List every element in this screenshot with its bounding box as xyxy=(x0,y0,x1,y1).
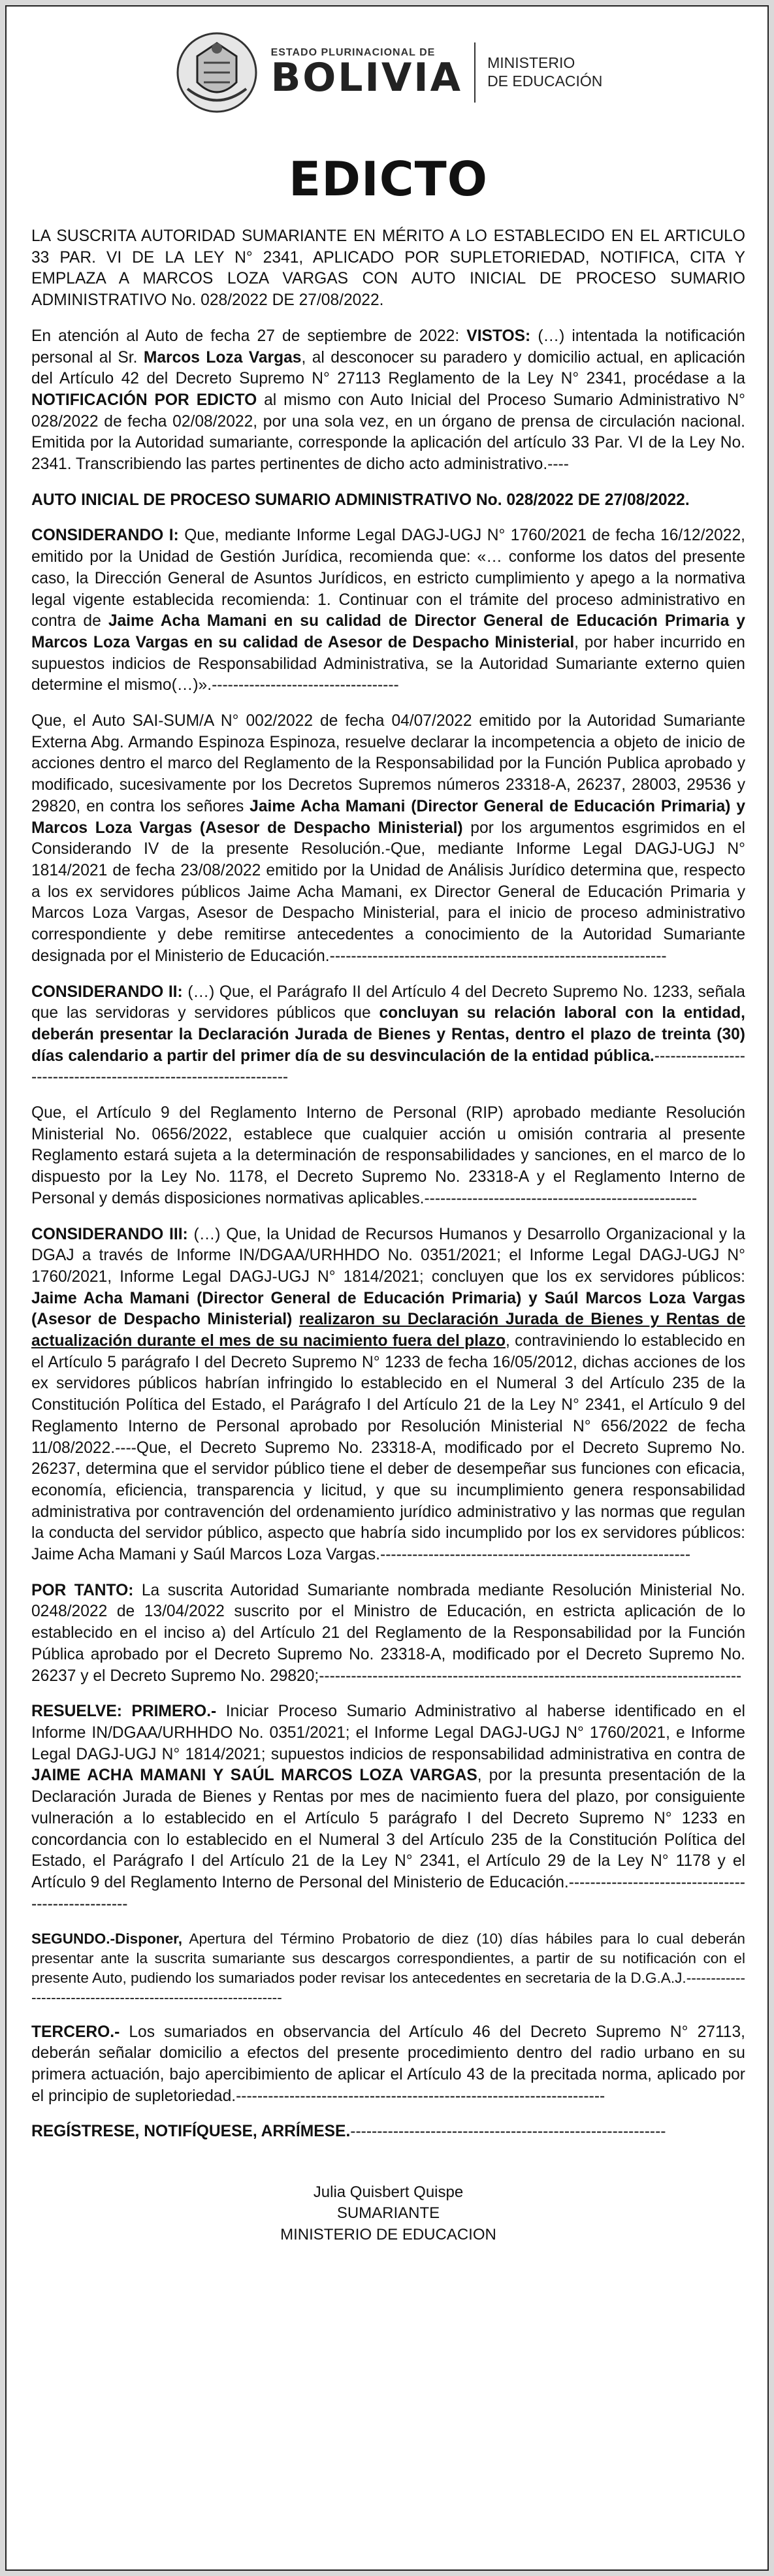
edict-title: EDICTO xyxy=(289,152,488,206)
p9-a: SEGUNDO.- xyxy=(31,1931,116,1948)
p3-a: Que, el Auto SAI-SUM/A N° 002/2022 de fecha 04/07/2022 emitido por la Autoridad Sumariante Externa Abg. Armando Espinoza Espinoza, resuelve declarar la incompetencia a objeto de inicio de acciones dentro el marco del Reglamento de la Responsabilidad por la Función Publica aprobado y modificado, sucesivamente por los Decretos Supremos números 23318-A, 26237, 28003, 29536 y 29820, en contra los señores xyxy=(31,712,745,815)
header-divider xyxy=(474,42,476,103)
brand-wordmark xyxy=(270,47,463,101)
ministry-name xyxy=(487,54,602,90)
p2-c: Jaime Acha Mamani en su calidad de Director General de Educación Primaria y Marcos Loza Vargas en su calidad de Asesor de Despacho Ministerial xyxy=(31,612,745,651)
p10-a: TERCERO.- xyxy=(31,2023,120,2041)
p8-c: JAIME ACHA MAMANI Y SAÚL MARCOS LOZA VARGAS xyxy=(31,1767,477,1785)
signer-role: SUMARIANTE xyxy=(336,2204,440,2223)
paragraph-tercero xyxy=(31,2022,745,2108)
paragraph-segundo xyxy=(31,1929,745,2007)
p2-d: , por haber incurrido en supuestos indicios de Responsabilidad Administrativa, se la Autoridad Sumariante externo quien determine el mismo(…)».----------------------------------- xyxy=(31,633,745,694)
paragraph-auto-sai xyxy=(31,711,745,967)
p9-c: Apertura del Término Probatorio de diez (10) días hábiles para lo cual deberán presentar ante la suscrita sumariante sus descargos correspondientes, a partir de su notificación con el presente Auto, pudiendo los sumariados poder revisar los antecedentes en secretaria de la D.G.A.J.--------------------------------------------------------------- xyxy=(31,1931,745,2006)
p6-d xyxy=(292,1311,299,1328)
auto-heading xyxy=(31,490,745,512)
p6-b: (…) Que, la Unidad de Recursos Humanos y Desarrollo Organizacional y la DGAJ a través de Informe IN/DGAA/URHHDO No. 0351/2021; el Informe Legal DAGJ-UGJ N° 1760/2021, Informe Legal DAGJ-UGJ N° 1814/2021; concluyen que los ex servidores públicos: xyxy=(31,1225,746,1286)
p7-a: POR TANTO: xyxy=(31,1581,134,1599)
p1-a: En atención al Auto de fecha 27 de septiembre de 2022: xyxy=(31,327,467,345)
signature-block xyxy=(31,2182,745,2245)
edict-page xyxy=(5,5,769,2571)
closing-line xyxy=(31,2121,745,2143)
p8-d: , por la presunta presentación de la Declaración Jurada de Bienes y Rentas por mes de nacimiento fuera del plazo, por consiguiente vulneración a lo establecido en el Artículo 5 parágrafo I del Decreto Supremo N° 1233 en concordancia con lo establecido en el Numeral 3 del Artículo 235 de la Constitución Política del Estado, el Parágrafo I del Artículo 21 de la Ley N° 2341, el Artículo 29 de la Ley N° 1178 y el Artículo 9 del Reglamento Interno de Personal del Ministerio de Educación.--------------------------------------------------- xyxy=(31,1767,745,1913)
estado-label: ESTADO PLURINACIONAL DE xyxy=(270,47,436,58)
p9-b: Disponer, xyxy=(115,1931,182,1948)
paragraph-notification xyxy=(31,326,745,476)
ministry-line-1: MINISTERIO xyxy=(487,54,575,72)
p2-a: CONSIDERANDO I: xyxy=(31,527,179,545)
paragraph-considerando-2 xyxy=(31,982,745,1089)
p1-e: , al desconocer su paradero y domicilio actual, en aplicación del Artículo 42 del Decreto Supremo N° 27113 Reglamento de la Ley N° 2341, procédase a la xyxy=(31,348,745,388)
ministry-line-2: DE EDUCACIÓN xyxy=(487,73,603,90)
p6-e: realizaron su Declaración Jurada de Bienes y Rentas de actualización durante el mes de su nacimiento fuera del plazo xyxy=(31,1311,745,1350)
p4-d: ----------------------------------------------------------------- xyxy=(31,1047,745,1086)
paragraph-resuelve-primero xyxy=(31,1701,745,1915)
p6-c: Jaime Acha Mamani (Director General de Educación Primaria) y Saúl Marcos Loza Vargas (Asesor de Despacho Ministerial) xyxy=(31,1289,745,1329)
paragraph-considerando-1 xyxy=(31,525,745,696)
signer-org: MINISTERIO DE EDUCACION xyxy=(280,2225,496,2243)
closing-text: REGÍSTRESE, NOTIFÍQUESE, ARRÍMESE. xyxy=(31,2123,351,2141)
paragraph-considerando-3 xyxy=(31,1224,745,1566)
auto-heading-text: AUTO INICIAL DE PROCESO SUMARIO ADMINISTRATIVO No. 028/2022 DE 27/08/2022. xyxy=(31,491,690,509)
p1-f: NOTIFICACIÓN POR EDICTO xyxy=(31,391,257,409)
p1-g: al mismo con Auto Inicial del Proceso Sumario Administrativo N° 028/2022 de fecha 02/08/2022, por una sola vez, en un órgano de prensa de circulación nacional. Emitida por la Autoridad sumariante, corresponde la aplicación del artículo 33 Par. VI de la Ley No. 2341. Transcribiendo las partes pertinentes de dicho acto administrativo.---- xyxy=(31,391,745,474)
p4-c: concluyan su relación laboral con la entidad, deberán presentar la Declaración Jurada de Bienes y Rentas, dentro el plazo de treinta (30) días calendario a partir del primer día de su desvinculación de la entidad pública. xyxy=(31,1004,745,1065)
bolivia-label: BOLIVIA xyxy=(270,55,463,101)
p4-a: CONSIDERANDO II: xyxy=(31,983,183,1001)
signer-name: Julia Quisbert Quispe xyxy=(313,2183,464,2202)
paragraph-rip: Que, el Artículo 9 del Reglamento Interno de Personal (RIP) aprobado mediante Resolución Ministerial No. 0656/2022, establece que cualquier acción u omisión contraria al presente Reglamento estará sujeta a la determinación de responsabilidades y sanciones, en el marco de lo dispuesto por la Ley No. 1178, el Decreto Supremo No. 23318-A y el Reglamento Interno de Personal y demás disposiciones normativas aplicables.--------------------------------------------------- xyxy=(31,1104,745,1207)
header xyxy=(31,24,745,122)
p6-a: CONSIDERANDO III: xyxy=(31,1225,188,1243)
p2-b: Que, mediante Informe Legal DAGJ-UGJ N° 1760/2021 de fecha 16/12/2022, emitido por la Unidad de Gestión Jurídica, recomienda que: «… conforme los datos del presente caso, la Dirección General de Asuntos Jurídicos, en estricto cumplimiento y apego a la normativa legal vigente establecida recomienda: 1. Continuar con el trámite del proceso administrativo en contra de xyxy=(31,527,745,630)
coat-of-arms-icon xyxy=(174,30,259,115)
p1-c: (…) intentada la notificación personal al Sr. xyxy=(31,327,745,367)
intro-paragraph: LA SUSCRITA AUTORIDAD SUMARIANTE EN MÉRITO A LO ESTABLECIDO EN EL ARTICULO 33 PAR. VI DE LA LEY N° 2341, APLICADO POR SUPLETORIEDAD, NOTIFICA, CITA Y EMPLAZA A MARCOS LOZA VARGAS CON AUTO INICIAL DE PROCESO SUMARIO ADMINISTRATIVO No. 028/2022 DE 27/08/2022. xyxy=(31,227,745,310)
paragraph-por-tanto xyxy=(31,1580,745,1687)
p7-b: La suscrita Autoridad Sumariante nombrada mediante Resolución Ministerial No. 0248/2022 de 13/04/2022 suscrito por el Ministro de Educación, en estricta aplicación de lo establecido en el inciso a) del Artículo 21 del Reglamento de la Responsabilidad por la Función Pública aprobado por el Decreto Supremo No. 23318-A, modificado por el Decreto Supremo No. 26237 y el Decreto Supremo No. 29820;------------------------------------------------------------------------------- xyxy=(31,1581,745,1685)
p10-b: Los sumariados en observancia del Artículo 46 del Decreto Supremo N° 27113, deberán señalar domicilio a efectos del presente procedimiento dentro del radio urbano en su primera actuación, bajo apercibimiento de aplicar el Artículo 43 de la precitada norma, aplicado por el principio de supletoriedad.--------------------------------------------------------------------- xyxy=(31,2023,745,2105)
p3-c: por los argumentos esgrimidos en el Considerando IV de la presente Resolución.-Que, mediante Informe Legal DAGJ-UGJ N° 1814/2021 de fecha 23/08/2022 emitido por la Unidad de Análisis Jurídico determina que, respecto a los ex servidores públicos Jaime Acha Mamani, ex Director General de Educación Primaria y Marcos Loza Vargas, Asesor de Despacho Ministerial, para el inicio de proceso administrativo correspondiente y debe remitirse antecedentes a conocimiento de la Autoridad Sumariante designada por el Ministerio de Educación.--------------------------------------------------------------- xyxy=(31,819,745,965)
p1-d: Marcos Loza Vargas xyxy=(143,348,302,367)
p6-f: , contraviniendo lo establecido en el Artículo 5 parágrafo I del Decreto Supremo N° 1233 de fecha 16/05/2012, dichas acciones de los ex servidores públicos habrían infringido lo establecido en el Numeral 3 del Artículo 235 de la Constitución Política del Estado, el Parágrafo I del Artículo 21 de la Ley N° 2341, el Artículo 9 del Reglamento Interno de Personal aprobado por Resolución Ministerial N° 656/2022 de fecha 11/08/2022.----Que, el Decreto Supremo No. 23318-A, modificado por el Decreto Supremo No. 26237, determina que el servidor público tiene el deber de desempeñar sus funciones con eficacia, economía, eficiencia, transparencia y licitud, y que su incumplimiento genera responsabilidad administrativa por contravención del ordenamiento jurídico administrativo y las normas que regulan la conducta del servidor público, aspecto que habría sido incumplido por los ex servidores públicos: Jaime Acha Mamani y Saúl Marcos Loza Vargas.---------------------------------------------------------- xyxy=(31,1332,745,1564)
p3-b: Jaime Acha Mamani (Director General de Educación Primaria) y Marcos Loza Vargas (Asesor de Despacho Ministerial) xyxy=(31,797,745,837)
edict-body xyxy=(31,226,745,2143)
closing-dashes: ----------------------------------------------------------- xyxy=(350,2123,666,2141)
p8-b: Iniciar Proceso Sumario Administrativo al haberse identificado en el Informe IN/DGAA/URHHDO No. 0351/2021; el Informe Legal DAGJ-UGJ N° 1760/2021, e Informe Legal DAGJ-UGJ N° 1814/2021; supuestos indicios de responsabilidad administrativa en contra de xyxy=(31,1703,745,1763)
p8-a: RESUELVE: PRIMERO.- xyxy=(31,1703,217,1721)
p4-b: (…) Que, el Parágrafo II del Artículo 4 del Decreto Supremo No. 1233, señala que las servidoras y servidores públicos que xyxy=(31,983,745,1022)
p1-b: VISTOS: xyxy=(466,327,531,345)
